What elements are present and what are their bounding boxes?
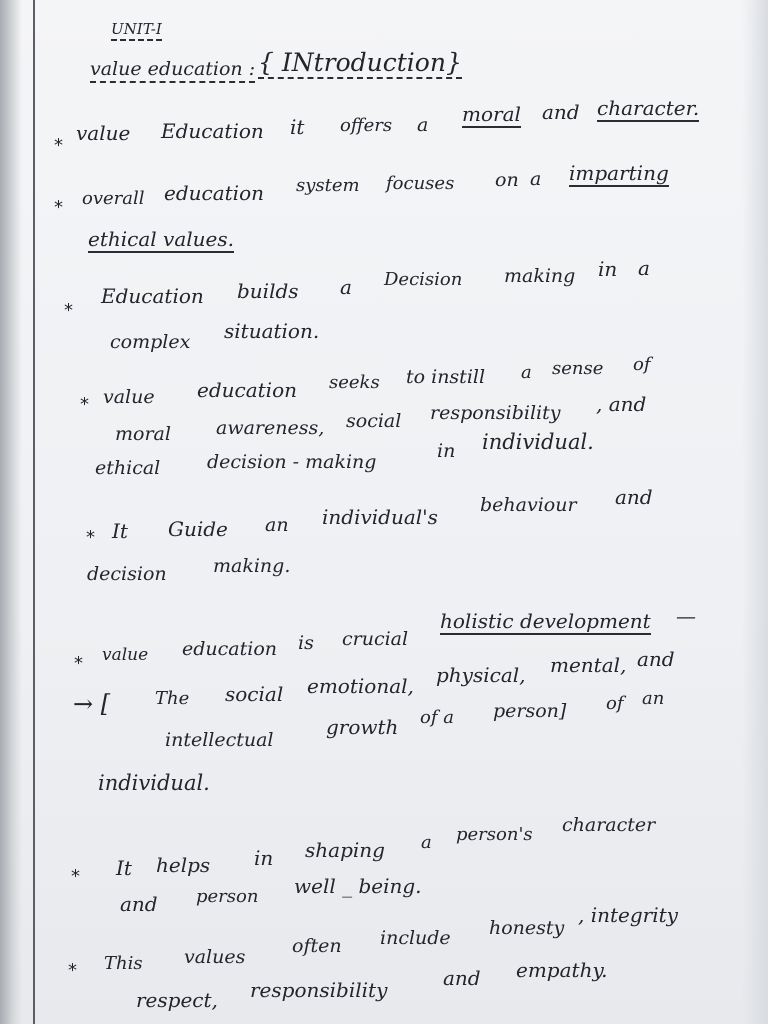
- word: This: [104, 953, 143, 974]
- bullet-2: *: [54, 197, 63, 218]
- word: often: [292, 935, 342, 957]
- word: offers: [340, 115, 393, 136]
- word: making.: [213, 555, 291, 577]
- word: and: [637, 647, 675, 671]
- word: decision - making: [207, 451, 377, 473]
- word: moral: [115, 423, 171, 445]
- word: social: [225, 682, 284, 706]
- holistic-development-underlined: holistic development: [440, 609, 651, 633]
- word: overall: [82, 188, 145, 209]
- word: of: [633, 354, 651, 375]
- bullet-3: *: [64, 300, 73, 321]
- word: It: [116, 856, 132, 880]
- word: in: [598, 257, 618, 281]
- word: ethical: [95, 457, 161, 479]
- word: physical,: [436, 663, 526, 687]
- word: an: [642, 688, 665, 709]
- word: crucial: [342, 628, 409, 650]
- word: individual.: [98, 771, 210, 795]
- word: include: [380, 927, 451, 949]
- word: growth: [326, 715, 399, 739]
- heading-introduction: { INtroduction}: [258, 48, 462, 77]
- word: and: [443, 966, 481, 990]
- bullet-7: *: [71, 866, 80, 887]
- word: social: [346, 410, 402, 432]
- binding-shadow: [0, 0, 22, 1024]
- word: is: [298, 632, 314, 654]
- word-character-underlined: character.: [597, 96, 700, 120]
- word: and: [615, 485, 653, 509]
- word: system: [296, 175, 360, 196]
- word: Guide: [168, 517, 228, 541]
- word: values: [184, 946, 246, 968]
- word: and: [120, 892, 158, 916]
- word: individual.: [482, 430, 594, 454]
- word: helps: [156, 853, 211, 877]
- word: it: [290, 115, 305, 139]
- margin-line: [33, 0, 35, 1024]
- bullet-1: *: [54, 135, 63, 156]
- word: to instill: [406, 366, 486, 388]
- word: well _ being.: [294, 874, 422, 898]
- page-edge: [742, 0, 768, 1024]
- word: individual's: [322, 505, 438, 529]
- word: person]: [493, 700, 567, 722]
- word: , integrity: [578, 903, 678, 927]
- word: awareness,: [216, 417, 325, 439]
- bullet-4: *: [80, 394, 89, 415]
- word: value: [103, 386, 155, 408]
- word: intellectual: [165, 729, 274, 751]
- word: emotional,: [307, 674, 414, 698]
- heading-topic: value education :: [90, 60, 255, 83]
- bullet-6: *: [74, 653, 83, 674]
- word: Decision: [384, 269, 463, 290]
- ethical-values-underlined: ethical values.: [88, 227, 234, 251]
- word: a: [638, 256, 650, 280]
- word: sense: [552, 358, 604, 379]
- bullet-8: *: [68, 960, 77, 981]
- word: person: [196, 886, 259, 907]
- bullet-5: *: [86, 527, 95, 548]
- word: of a: [420, 707, 454, 728]
- word: a: [421, 832, 432, 853]
- word: decision: [87, 563, 167, 585]
- word: a: [521, 362, 532, 383]
- word: Education: [101, 284, 204, 308]
- word: situation.: [224, 319, 320, 343]
- word: Education: [161, 119, 264, 143]
- word: seeks: [329, 372, 380, 393]
- word-moral-underlined: moral: [462, 102, 521, 126]
- word: —: [676, 604, 696, 628]
- word: honesty: [489, 917, 565, 939]
- word: education: [197, 378, 297, 402]
- word-imparting-underlined: imparting: [569, 161, 669, 185]
- word: and: [542, 100, 580, 124]
- word: , and: [596, 392, 647, 416]
- unit-label: UNIT-I: [111, 22, 162, 41]
- word: in: [254, 846, 274, 870]
- word: in: [437, 440, 456, 462]
- word: builds: [237, 279, 299, 303]
- word: character: [562, 814, 656, 836]
- word: education: [164, 181, 264, 205]
- word: a: [417, 114, 429, 136]
- word: person's: [456, 824, 533, 845]
- word: education: [182, 638, 277, 660]
- word: focuses: [386, 173, 455, 194]
- word: responsibility: [430, 402, 561, 424]
- word: value: [76, 121, 131, 145]
- word: of: [606, 693, 624, 714]
- word: shaping: [305, 838, 385, 862]
- word: behaviour: [480, 494, 577, 516]
- word: empathy.: [516, 958, 608, 982]
- word: an: [265, 514, 289, 536]
- word: value: [102, 645, 149, 665]
- word: a: [530, 168, 542, 190]
- word: on: [495, 169, 519, 191]
- word: The: [155, 688, 190, 709]
- word: It: [112, 519, 128, 543]
- word: a: [340, 275, 352, 299]
- arrow-bracket: → [: [73, 690, 111, 718]
- word: mental,: [550, 653, 627, 677]
- word: responsibility: [250, 978, 388, 1002]
- word: making: [504, 265, 576, 287]
- word: complex: [110, 331, 191, 353]
- word: respect,: [136, 988, 218, 1012]
